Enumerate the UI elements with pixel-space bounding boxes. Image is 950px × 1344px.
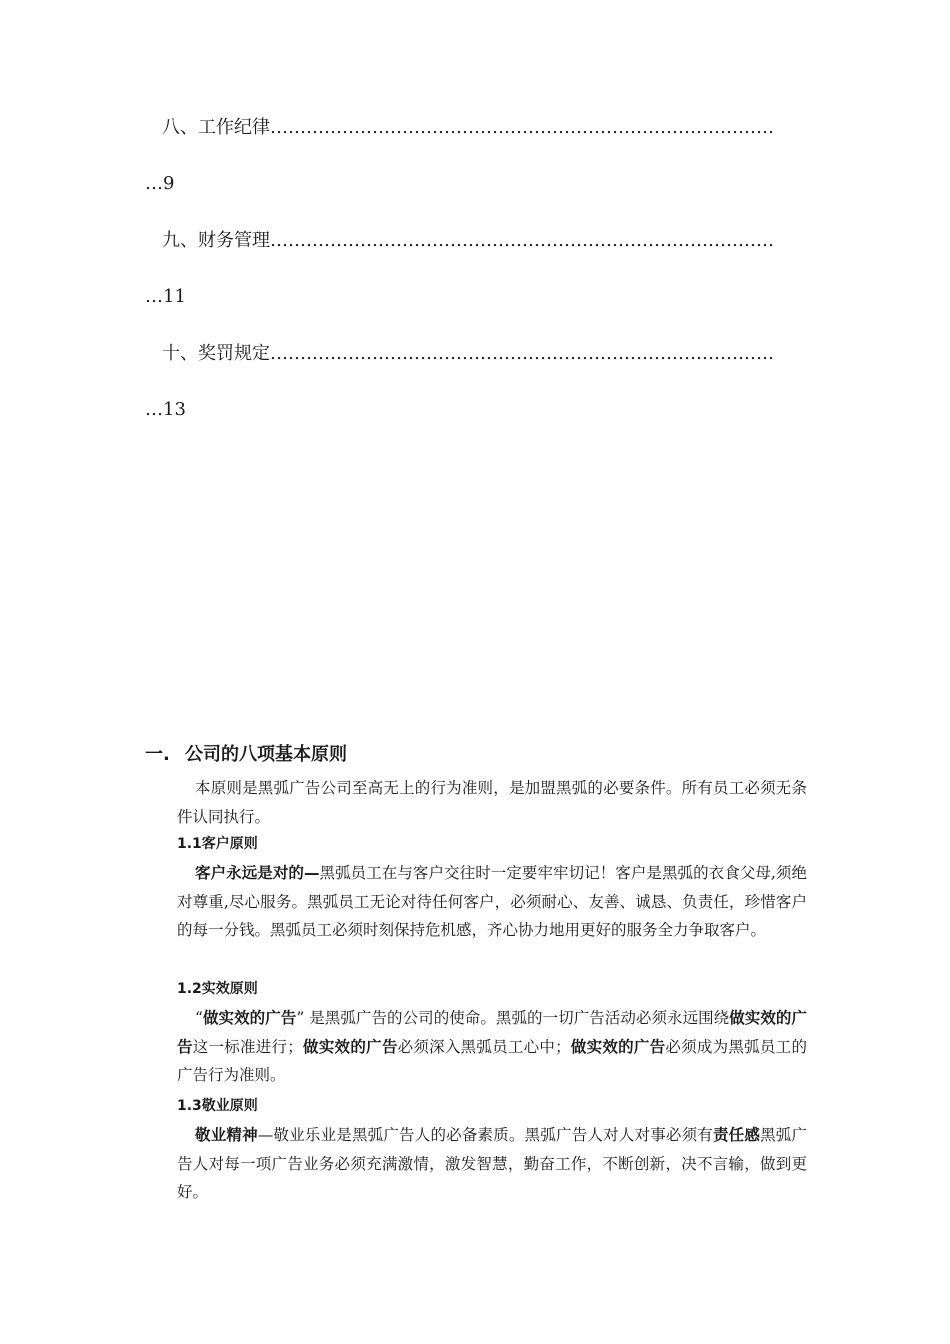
toc-leader: ………………………………………………………………………… [270, 230, 774, 251]
bold-phrase: 敬业精神 [195, 1126, 258, 1144]
toc-entry-10[interactable] [162, 342, 802, 366]
paragraph-text: —敬业乐业是黑弧广告人的必备素质。黑弧广告人对人对事必须有 [257, 1126, 713, 1144]
bold-phrase: 做实效的广告 [177, 1009, 807, 1056]
section-title: 公司的八项基本原则 [185, 744, 347, 765]
toc-title: 十、奖罚规定 [162, 343, 270, 364]
bold-phrase: 客户永远是对的— [195, 864, 320, 882]
toc-page-number: …13 [145, 399, 186, 420]
bold-phrase: 做实效的广告 [570, 1037, 666, 1056]
section-intro: 本原则是黑弧广告公司至高无上的行为准则，是加盟黑弧的必要条件。所有员工必须无条件认同执行。 [177, 779, 807, 826]
paragraph-text: 黑弧广告人对每一项广告业务必须充满激情，激发智慧，勤奋工作，不断创新，决不言输，做到更好。 [177, 1126, 807, 1201]
toc-page-number: …11 [145, 286, 186, 307]
bold-phrase: 责任感 [712, 1126, 761, 1144]
toc-leader: ………………………………………………………………………… [270, 343, 774, 364]
section-heading [145, 742, 347, 768]
bold-phrase: 做实效的广告 [202, 1009, 297, 1027]
paragraph-text: 必须成为黑弧员工的广告行为准则。 [177, 1037, 807, 1084]
subheading-customer: 1.1客户原则 [177, 836, 258, 852]
paragraph-dedication [177, 1121, 807, 1207]
toc-entry-9[interactable] [162, 229, 802, 253]
paragraph-effect [177, 1004, 807, 1090]
toc-title: 八、工作纪律 [162, 117, 270, 138]
paragraph-customer [177, 859, 807, 945]
quote-mark: “ [195, 1009, 203, 1027]
section-number: 一. [145, 744, 170, 765]
toc-leader: ………………………………………………………………………… [270, 117, 774, 138]
toc-entry-8[interactable] [162, 116, 802, 140]
bold-phrase: 做实效的广告 [302, 1037, 398, 1056]
subheading-dedication: 1.3敬业原则 [177, 1098, 258, 1114]
quote-mark: ” [296, 1009, 305, 1027]
toc-page-number: …9 [145, 173, 175, 194]
paragraph-text: 这一标准进行； [192, 1037, 303, 1056]
paragraph-text: 黑弧员工在与客户交往时一定要牢牢切记！客户是黑弧的衣食父母,须绝对尊重,尽心服务。黑弧员工无论对待任何客户，必须耐心、友善、诚恳、负责任，珍惜客户的每一分钱。黑弧员工必须时刻保持危机感，齐心协力地用更好的服务全力争取客户。 [177, 864, 807, 939]
subheading-effect: 1.2实效原则 [177, 981, 258, 997]
toc-title: 九、财务管理 [162, 230, 270, 251]
paragraph-text: 是黑弧广告的公司的使命。黑弧的一切广告活动必须永远围绕 [304, 1009, 730, 1027]
paragraph-text: 必须深入黑弧员工心中； [397, 1037, 571, 1056]
